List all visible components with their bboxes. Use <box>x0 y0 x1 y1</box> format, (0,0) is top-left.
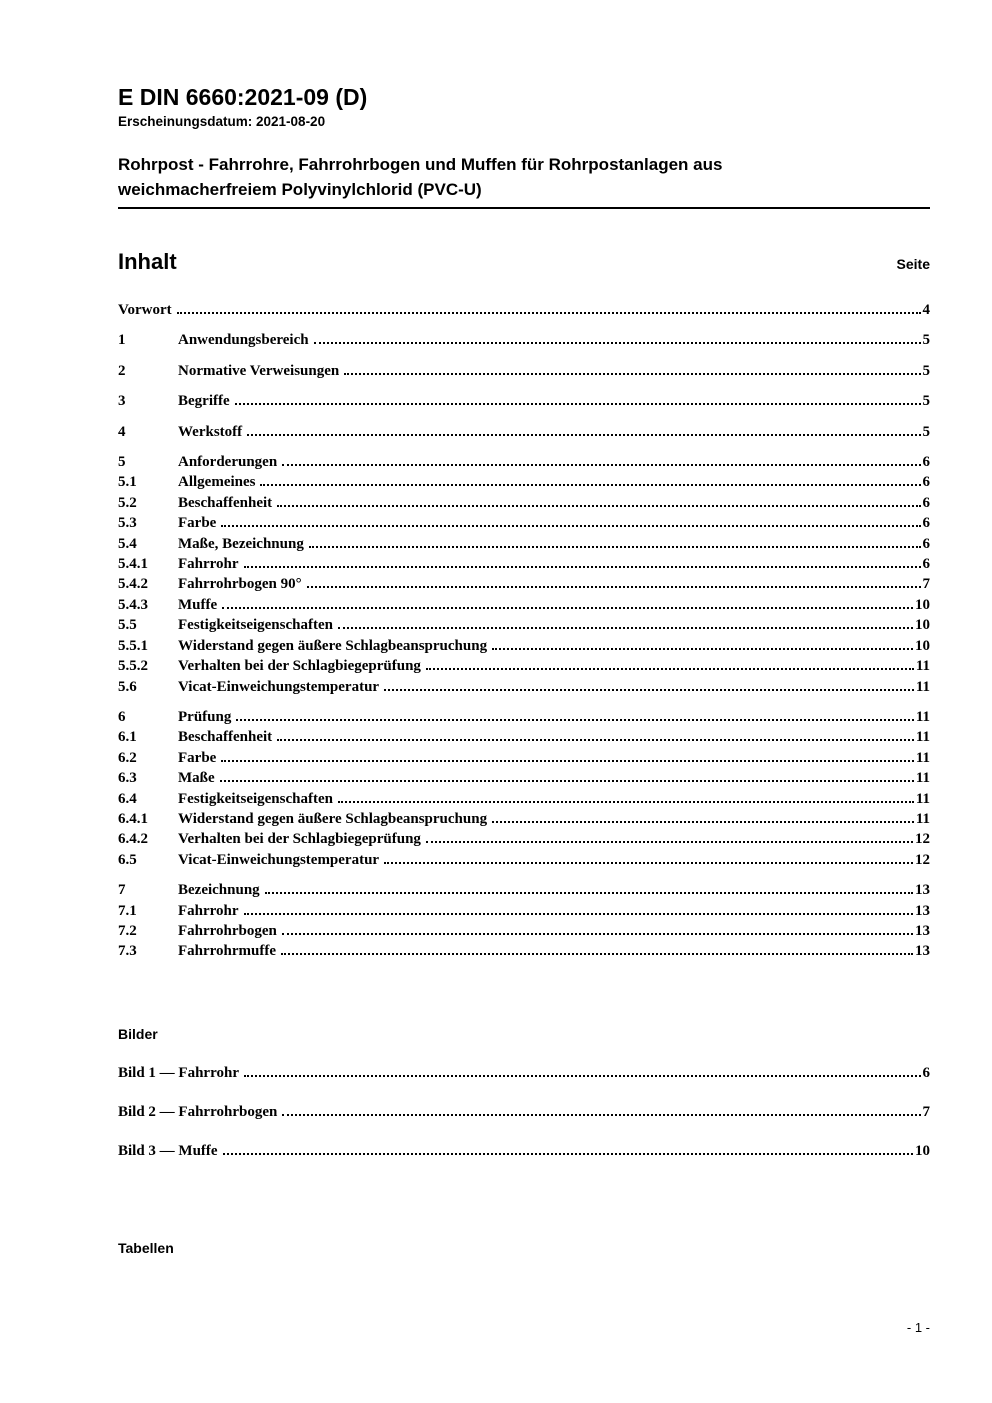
toc-entry-title: Fahrrohr <box>178 902 239 919</box>
toc-leader-dots <box>220 780 914 782</box>
toc-entry-number: 5.3 <box>118 515 137 532</box>
toc-entry-page: 11 <box>915 658 930 675</box>
toc-entry-number: 5.2 <box>118 494 137 511</box>
toc-entry-number: 5 <box>118 454 126 471</box>
document-title-line1: Rohrpost - Fahrrohre, Fahrrohrbogen und Muffen für Rohrpostanlagen aus <box>118 155 723 174</box>
toc-entry <box>118 330 930 350</box>
toc-entry-number: 5.6 <box>118 678 137 695</box>
release-date: Erscheinungsdatum: 2021-08-20 <box>118 114 326 129</box>
toc-entry-page: 13 <box>915 902 930 919</box>
figure-entry-page: 6 <box>922 1064 930 1081</box>
toc-entry-number: 6.2 <box>118 749 137 766</box>
toc-leader-dots <box>344 373 920 375</box>
toc-leader-dots <box>265 892 913 894</box>
toc-leader-dots <box>236 719 913 721</box>
toc-entry-page: 6 <box>922 474 930 491</box>
toc-entry-title: Widerstand gegen äußere Schlagbeanspruchung <box>178 810 488 827</box>
toc-entry-title: Fahrrohrbogen <box>178 922 277 939</box>
toc-leader-dots <box>384 862 913 864</box>
doc-number: E DIN 6660:2021-09 (D) <box>118 84 368 110</box>
toc-entry <box>118 921 930 941</box>
toc-entry-page: 7 <box>922 576 930 593</box>
toc-entry-page: 5 <box>922 362 930 379</box>
toc-leader-dots <box>244 1075 921 1077</box>
toc-entry <box>118 941 930 961</box>
toc-leader-dots <box>277 505 920 507</box>
toc-entry-number: 6.4.2 <box>118 831 148 848</box>
toc-entry-page: 10 <box>915 637 930 654</box>
toc-heading: Inhalt <box>118 249 177 274</box>
toc-entry-number: 7 <box>118 882 126 899</box>
toc-entry-page: 6 <box>922 494 930 511</box>
toc-entry-number: 5.4.2 <box>118 576 148 593</box>
toc-entry-title: Fahrrohr <box>178 556 239 573</box>
toc-entry-page: 5 <box>922 423 930 440</box>
toc-leader-dots <box>282 464 920 466</box>
toc-entry-title: Fahrrohrmuffe <box>178 943 277 960</box>
toc-entry-title: Muffe <box>178 596 218 613</box>
toc-entry-title: Fahrrohrbogen 90° <box>178 576 302 593</box>
toc-entry-title: Festigkeitseigenschaften <box>178 790 333 807</box>
toc-leader-dots <box>338 801 914 803</box>
toc-entry <box>118 677 930 697</box>
toc-leader-dots <box>281 953 913 955</box>
toc-entry-title: Werkstoff <box>178 423 243 440</box>
figure-entry-page: 7 <box>922 1103 930 1120</box>
toc-entry-page: 6 <box>922 515 930 532</box>
toc-leader-dots <box>282 1114 920 1116</box>
toc-entry-page: 11 <box>915 678 930 695</box>
toc-entry <box>118 615 930 635</box>
toc-entry-page: 11 <box>915 770 930 787</box>
toc-leader-dots <box>244 566 921 568</box>
toc-entry-title: Farbe <box>178 515 217 532</box>
figure-entry-page: 10 <box>915 1142 930 1159</box>
toc-entry-title: Bezeichnung <box>178 882 260 899</box>
toc-leader-dots <box>282 933 913 935</box>
toc-entry-page: 6 <box>922 535 930 552</box>
toc-entry-number: 6.1 <box>118 729 137 746</box>
toc-entry-title: Prüfung <box>178 708 232 725</box>
toc-entry <box>118 595 930 615</box>
toc-entry-title: Verhalten bei der Schlagbiegeprüfung <box>178 658 421 675</box>
toc-entry-page: 11 <box>915 749 930 766</box>
toc-header-row <box>118 249 930 274</box>
toc-leader-dots <box>314 342 921 344</box>
figure-entry-title: Bild 1 — Fahrrohr <box>118 1064 239 1081</box>
toc-entry-title: Maße, Bezeichnung <box>178 535 304 552</box>
toc-leader-dots <box>307 586 921 588</box>
toc-entry-title: Vorwort <box>118 302 172 318</box>
toc-leader-dots <box>222 607 913 609</box>
toc-entry-page: 11 <box>915 708 930 725</box>
toc-leader-dots <box>177 312 921 314</box>
toc-entry-page: 13 <box>915 943 930 960</box>
toc-entry-page: 11 <box>915 790 930 807</box>
toc-leader-dots <box>247 434 920 436</box>
figure-entry-title: Bild 3 — Muffe <box>118 1142 218 1159</box>
toc-entry-title: Normative Verweisungen <box>178 362 340 379</box>
toc-entry-number: 6.4 <box>118 790 137 807</box>
toc-entry <box>118 901 930 921</box>
toc-leader-dots <box>384 689 914 691</box>
toc-entry-page: 12 <box>915 851 930 868</box>
page-column-label: Seite <box>896 256 930 272</box>
toc-entry-number: 6.4.1 <box>118 810 148 827</box>
toc-entry-number: 3 <box>118 393 126 410</box>
toc-leader-dots <box>235 403 921 405</box>
toc-leader-dots <box>309 546 921 548</box>
toc-entry-title: Allgemeines <box>178 474 256 491</box>
toc-entry-number: 4 <box>118 423 126 440</box>
toc-leader-dots <box>492 648 913 650</box>
page-number: - 1 - <box>906 1320 930 1335</box>
toc-leader-dots <box>492 821 914 823</box>
toc-entry-number: 5.4.3 <box>118 596 148 613</box>
toc-entry <box>118 493 930 513</box>
toc-leader-dots <box>244 913 913 915</box>
toc-entry <box>118 707 930 727</box>
toc-entry-page: 12 <box>915 831 930 848</box>
toc-entry-number: 1 <box>118 332 126 349</box>
toc-leader-dots <box>277 739 914 741</box>
toc-entry-page: 10 <box>915 596 930 613</box>
document-title-line2: weichmacherfreiem Polyvinylchlorid (PVC-U) <box>118 180 482 199</box>
toc-entry <box>118 452 930 472</box>
toc-entry-title: Festigkeitseigenschaften <box>178 617 333 634</box>
figure-entry <box>118 1063 930 1083</box>
toc-entry-page: 11 <box>915 729 930 746</box>
toc-entry-page: 13 <box>915 922 930 939</box>
toc-leader-dots <box>221 760 913 762</box>
toc-entry <box>118 300 930 320</box>
toc-leader-dots <box>223 1153 913 1155</box>
toc-entry-title: Begriffe <box>178 393 230 410</box>
toc-entry <box>118 534 930 554</box>
toc-entry <box>118 574 930 594</box>
toc-entry <box>118 554 930 574</box>
toc-entry-number: 7.3 <box>118 943 137 960</box>
toc-entry <box>118 422 930 442</box>
toc-entry <box>118 789 930 809</box>
toc-entry-title: Vicat-Einweichungstemperatur <box>178 678 380 695</box>
toc-entry-title: Beschaffenheit <box>178 494 273 511</box>
figure-entry <box>118 1102 930 1122</box>
toc-entry-number: 5.1 <box>118 474 137 491</box>
toc-entry-number: 5.4 <box>118 535 137 552</box>
toc-entry-title: Beschaffenheit <box>178 729 273 746</box>
toc-entry-title: Anforderungen <box>178 454 278 471</box>
toc-entry <box>118 472 930 492</box>
toc-entry-page: 5 <box>922 332 930 349</box>
toc-leader-dots <box>338 627 913 629</box>
toc-entry <box>118 656 930 676</box>
toc-leader-dots <box>426 841 913 843</box>
toc-entry-number: 6 <box>118 708 126 725</box>
toc-entry <box>118 636 930 656</box>
toc-entry-page: 10 <box>915 617 930 634</box>
toc-entry-number: 7.1 <box>118 902 137 919</box>
toc-entry-number: 7.2 <box>118 922 137 939</box>
figure-entry-title: Bild 2 — Fahrrohrbogen <box>118 1103 278 1120</box>
figure-entry <box>118 1141 930 1161</box>
toc-leader-dots <box>221 525 920 527</box>
toc-entry-page: 6 <box>922 454 930 471</box>
toc-list <box>118 300 930 962</box>
toc-entry <box>118 748 930 768</box>
toc-entry <box>118 391 930 411</box>
toc-entry-page: 6 <box>922 556 930 573</box>
toc-leader-dots <box>260 484 920 486</box>
toc-entry-title: Vicat-Einweichungstemperatur <box>178 851 380 868</box>
toc-entry-number: 2 <box>118 362 126 379</box>
toc-entry <box>118 850 930 870</box>
toc-entry-page: 4 <box>922 302 930 318</box>
toc-entry-number: 6.3 <box>118 770 137 787</box>
toc-entry-number: 5.5.1 <box>118 637 148 654</box>
document-title <box>118 152 930 209</box>
toc-entry <box>118 809 930 829</box>
toc-entry <box>118 727 930 747</box>
toc-entry <box>118 513 930 533</box>
toc-entry-page: 5 <box>922 393 930 410</box>
toc-entry-number: 5.5.2 <box>118 658 148 675</box>
toc-entry-title: Maße <box>178 770 215 787</box>
toc-entry-title: Widerstand gegen äußere Schlagbeanspruchung <box>178 637 488 654</box>
toc-entry-number: 5.5 <box>118 617 137 634</box>
toc-entry-page: 13 <box>915 882 930 899</box>
toc-entry-title: Verhalten bei der Schlagbiegeprüfung <box>178 831 421 848</box>
toc-entry <box>118 880 930 900</box>
figures-list <box>118 1063 930 1161</box>
toc-entry-number: 6.5 <box>118 851 137 868</box>
toc-entry <box>118 768 930 788</box>
toc-entry-page: 11 <box>915 810 930 827</box>
toc-entry <box>118 361 930 381</box>
toc-entry <box>118 829 930 849</box>
figures-heading: Bilder <box>118 1025 158 1042</box>
toc-leader-dots <box>426 668 914 670</box>
toc-entry-number: 5.4.1 <box>118 556 148 573</box>
tables-heading: Tabellen <box>118 1239 174 1256</box>
toc-entry-title: Anwendungsbereich <box>178 332 309 349</box>
toc-entry-title: Farbe <box>178 749 217 766</box>
